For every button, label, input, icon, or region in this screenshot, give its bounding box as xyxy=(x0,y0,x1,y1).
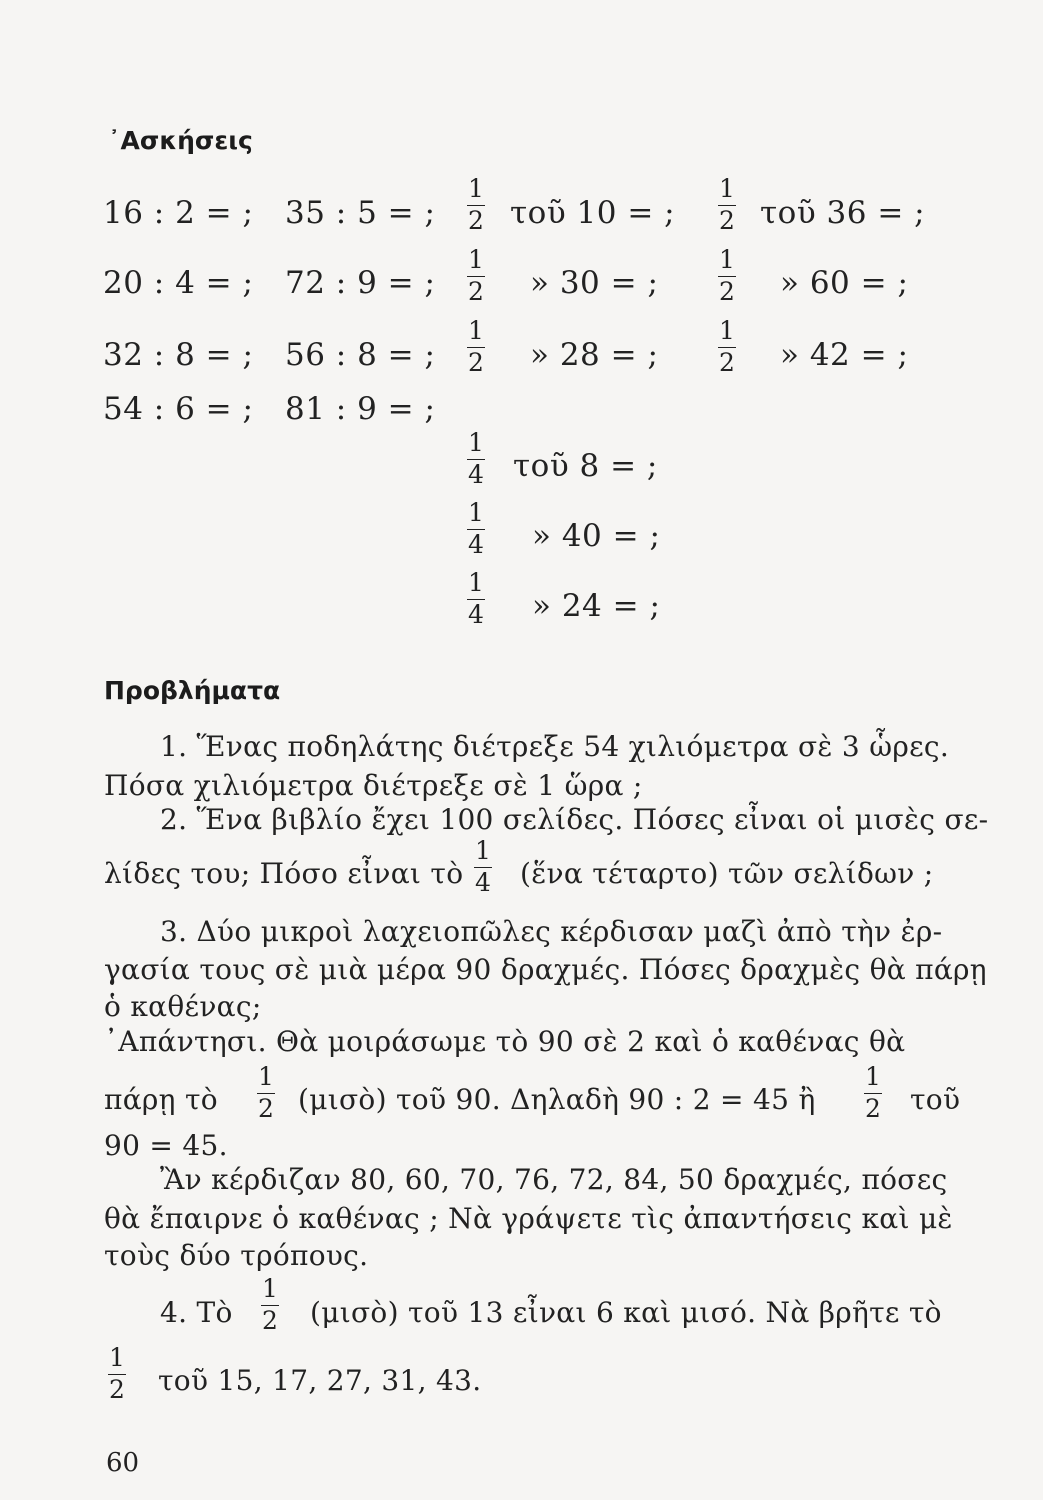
quarter-exercise: » 40 = ; xyxy=(532,518,661,554)
problem-text: λίδες του; Πόσο εἶναι τὸ xyxy=(104,857,464,890)
fraction-quarter: 1 4 xyxy=(468,428,484,489)
problem-text: 3. Δύο μικροὶ λαχειοπῶλες κέρδισαν μαζὶ ἀπὸ τὴν ἐρ- xyxy=(160,915,943,948)
half-exercise: » 30 = ; xyxy=(530,265,659,301)
quarter-exercise: » 24 = ; xyxy=(532,588,661,624)
division-item: 20 : 4 = ; xyxy=(103,265,254,301)
fraction-quarter: 1 4 xyxy=(468,498,484,559)
answer-text: τοῦ xyxy=(910,1083,961,1116)
division-item: 54 : 6 = ; xyxy=(103,391,254,427)
division-item: 56 : 8 = ; xyxy=(285,337,436,373)
problem-text: θὰ ἔπαιρνε ὁ καθένας ; Νὰ γράψετε τὶς ἀπαντήσεις καὶ μὲ xyxy=(104,1202,953,1235)
exercises-heading: ᾿Ασκήσεις xyxy=(108,126,253,155)
division-item: 81 : 9 = ; xyxy=(285,391,436,427)
fraction-half: 1 2 xyxy=(719,316,735,377)
answer-text: 90 = 45. xyxy=(104,1129,228,1162)
division-item: 16 : 2 = ; xyxy=(103,195,254,231)
half-exercise: » 42 = ; xyxy=(780,337,909,373)
half-exercise: » 28 = ; xyxy=(530,337,659,373)
problem-text: 4. Τὸ xyxy=(160,1296,233,1329)
problem-text: Ἂν κέρδιζαν 80, 60, 70, 76, 72, 84, 50 δραχμές, πόσες xyxy=(160,1163,948,1196)
half-exercise: τοῦ 10 = ; xyxy=(510,195,676,231)
problems-heading: Προβλήματα xyxy=(104,676,281,705)
fraction-half: 1 2 xyxy=(258,1062,274,1123)
division-item: 32 : 8 = ; xyxy=(103,337,254,373)
problem-text: τοῦ 15, 17, 27, 31, 43. xyxy=(158,1364,482,1397)
answer-text: (μισὸ) τοῦ 90. Δηλαδὴ 90 : 2 = 45 ἢ xyxy=(298,1083,816,1116)
fraction-half: 1 2 xyxy=(468,174,484,235)
page-number: 60 xyxy=(106,1448,140,1478)
fraction-half: 1 2 xyxy=(468,245,484,306)
fraction-half: 1 2 xyxy=(719,245,735,306)
problem-text: (ἕνα τέταρτο) τῶν σελίδων ; xyxy=(520,857,934,890)
answer-text: ᾿Απάντησι. Θὰ μοιράσωμε τὸ 90 σὲ 2 καὶ ὁ καθένας θὰ xyxy=(104,1025,906,1058)
division-item: 35 : 5 = ; xyxy=(285,195,436,231)
problem-text: γασία τους σὲ μιὰ μέρα 90 δραχμές. Πόσες δραχμὲς θὰ πάρῃ xyxy=(104,953,987,986)
fraction-half: 1 2 xyxy=(262,1274,278,1335)
problem-text: 1. Ἕνας ποδηλάτης διέτρεξε 54 χιλιόμετρα σὲ 3 ὧρες. xyxy=(160,730,950,763)
quarter-exercise: τοῦ 8 = ; xyxy=(513,448,658,484)
problem-text: 2. Ἕνα βιβλίο ἔχει 100 σελίδες. Πόσες εἶναι οἱ μισὲς σε- xyxy=(160,803,989,836)
half-exercise: » 60 = ; xyxy=(780,265,909,301)
division-item: 72 : 9 = ; xyxy=(285,265,436,301)
half-exercise: τοῦ 36 = ; xyxy=(760,195,926,231)
problem-text: (μισὸ) τοῦ 13 εἶναι 6 καὶ μισό. Νὰ βρῆτε τὸ xyxy=(310,1296,942,1329)
problem-text: Πόσα χιλιόμετρα διέτρεξε σὲ 1 ὥρα ; xyxy=(104,769,643,802)
fraction-half: 1 2 xyxy=(719,174,735,235)
fraction-half: 1 2 xyxy=(109,1343,125,1404)
fraction-half: 1 2 xyxy=(468,316,484,377)
problem-text: ὁ καθένας; xyxy=(104,990,262,1023)
fraction-quarter: 1 4 xyxy=(475,836,491,897)
answer-text: πάρῃ τὸ xyxy=(104,1083,218,1116)
fraction-half: 1 2 xyxy=(865,1062,881,1123)
problem-text: τοὺς δύο τρόπους. xyxy=(104,1239,369,1272)
fraction-quarter: 1 4 xyxy=(468,568,484,629)
